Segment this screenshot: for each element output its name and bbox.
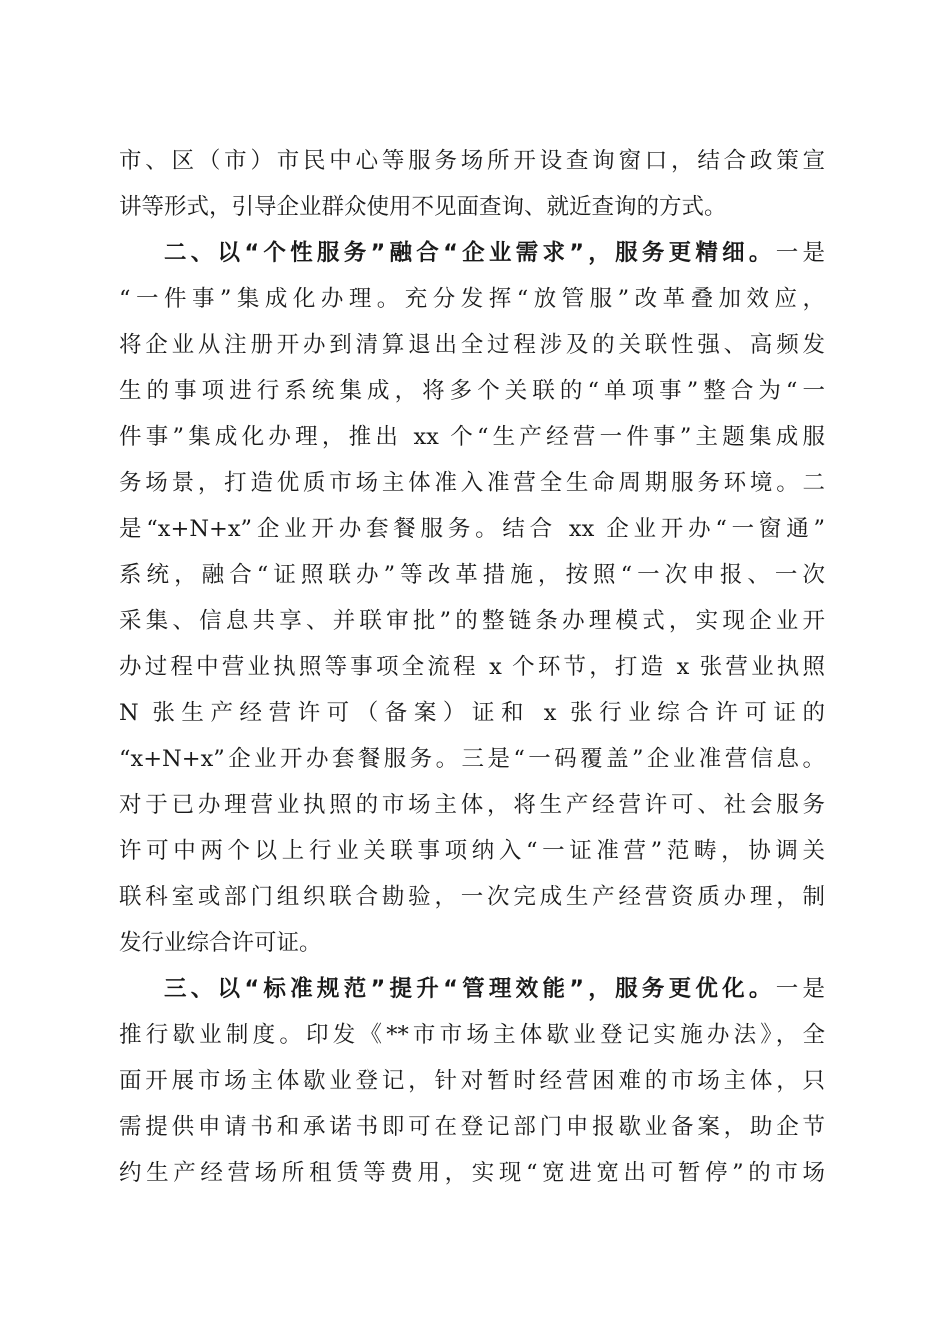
body-line xyxy=(119,322,825,368)
line-text: 务场景，打造优质市场主体准入准营全生命周期服务环境。二 xyxy=(119,470,825,496)
line-text: 一是 xyxy=(775,240,825,266)
line-text: “x+N+x”企业开办套餐服务。三是“一码覆盖”企业准营信息。 xyxy=(119,746,825,772)
line-text: 是“x+N+x”企业开办套餐服务。结合 xx 企业开办“一窗通” xyxy=(119,516,825,542)
body-line xyxy=(119,782,825,828)
section-heading-line xyxy=(119,230,825,276)
section-heading: 二、以“个性服务”融合“企业需求”，服务更精细。 xyxy=(164,240,776,266)
body-line xyxy=(119,552,825,598)
body-line xyxy=(119,920,825,966)
line-text: 市、区（市）市民中心等服务场所开设查询窗口，结合政策宣 xyxy=(119,148,825,174)
section-heading: 三、以“标准规范”提升“管理效能”，服务更优化。 xyxy=(164,976,776,1002)
body-line xyxy=(119,828,825,874)
body-line xyxy=(119,644,825,690)
body-line xyxy=(119,368,825,414)
line-text: 联科室或部门组织联合勘验，一次完成生产经营资质办理，制 xyxy=(119,884,825,910)
body-line xyxy=(119,1104,825,1150)
line-text: “一件事”集成化办理。充分发挥“放管服”改革叠加效应， xyxy=(119,286,825,312)
document-body xyxy=(119,138,825,1196)
line-text: 件事”集成化办理，推出 xx 个“生产经营一件事”主题集成服 xyxy=(119,424,825,450)
line-text: 讲等形式，引导企业群众使用不见面查询、就近查询的方式。 xyxy=(119,194,727,220)
body-line xyxy=(119,138,825,184)
line-text: 发行业综合许可证。 xyxy=(119,930,322,956)
line-text: 面开展市场主体歇业登记，针对暂时经营困难的市场主体，只 xyxy=(119,1068,825,1094)
body-line xyxy=(119,1058,825,1104)
line-text: 生的事项进行系统集成，将多个关联的“单项事”整合为“一 xyxy=(119,378,825,404)
body-line xyxy=(119,690,825,736)
line-text: 将企业从注册开办到清算退出全过程涉及的关联性强、高频发 xyxy=(119,332,825,358)
body-line xyxy=(119,276,825,322)
body-line xyxy=(119,414,825,460)
body-line xyxy=(119,184,825,230)
section-heading-line xyxy=(119,966,825,1012)
line-text: 约生产经营场所租赁等费用，实现“宽进宽出可暂停”的市场 xyxy=(119,1160,825,1186)
body-line xyxy=(119,460,825,506)
body-line xyxy=(119,506,825,552)
line-text: 一是 xyxy=(775,976,825,1002)
line-text: N 张生产经营许可（备案）证和 x 张行业综合许可证的 xyxy=(119,700,825,726)
line-text: 采集、信息共享、并联审批”的整链条办理模式，实现企业开 xyxy=(119,608,825,634)
body-line xyxy=(119,736,825,782)
line-text: 推行歇业制度。印发《**市市场主体歇业登记实施办法》，全 xyxy=(119,1022,825,1048)
body-line xyxy=(119,598,825,644)
line-text: 办过程中营业执照等事项全流程 x 个环节，打造 x 张营业执照 xyxy=(119,654,825,680)
line-text: 许可中两个以上行业关联事项纳入“一证准营”范畴，协调关 xyxy=(119,838,825,864)
body-line xyxy=(119,874,825,920)
body-line xyxy=(119,1012,825,1058)
line-text: 需提供申请书和承诺书即可在登记部门申报歇业备案，助企节 xyxy=(119,1114,825,1140)
line-text: 系统，融合“证照联办”等改革措施，按照“一次申报、一次 xyxy=(119,562,825,588)
line-text: 对于已办理营业执照的市场主体，将生产经营许可、社会服务 xyxy=(119,792,825,818)
body-line xyxy=(119,1150,825,1196)
